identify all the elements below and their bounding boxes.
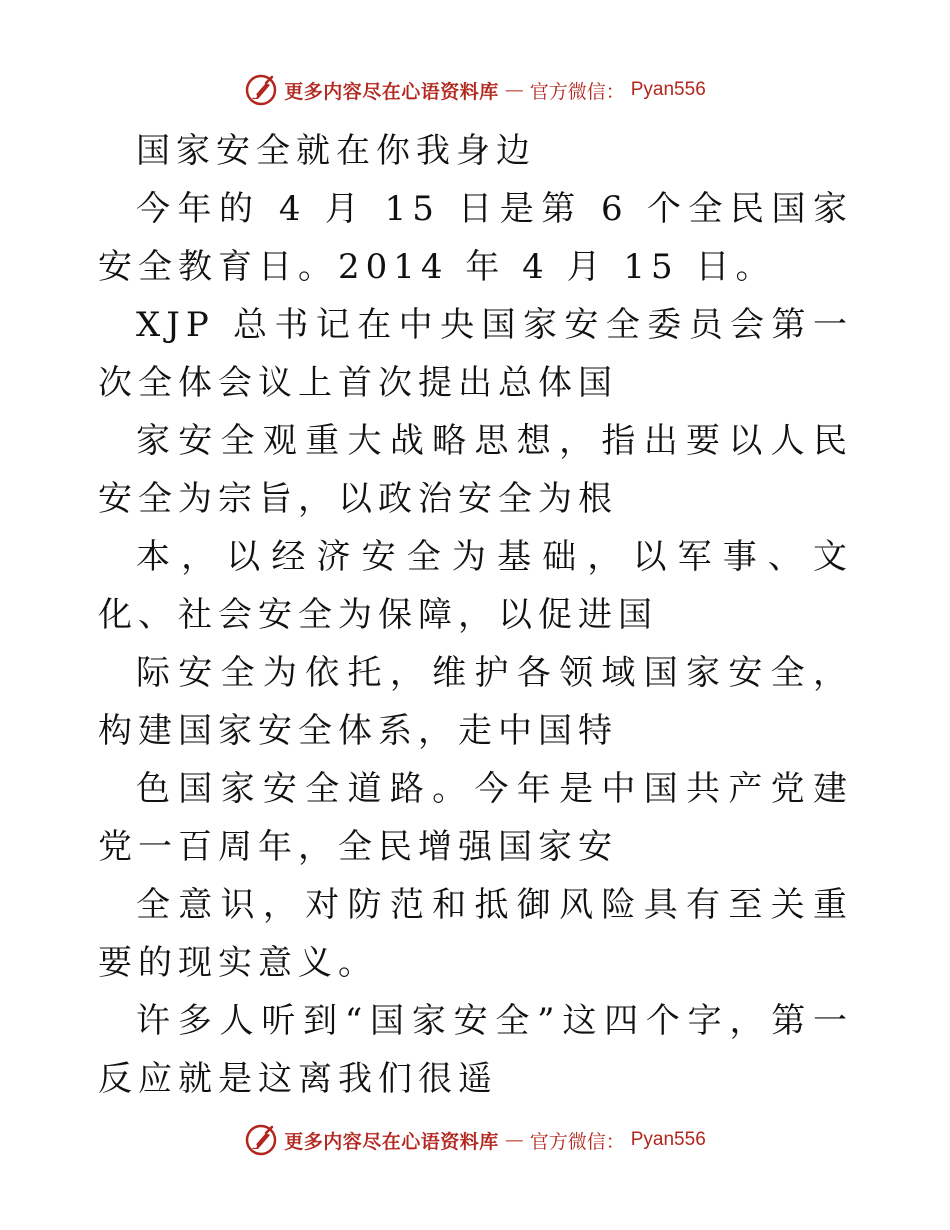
paragraph: 本，以经济安全为基础，以军事、文化、社会安全为保障，以促进国	[98, 537, 853, 635]
paragraph: 色国家安全道路。今年是中国共产党建党一百周年，全民增强国家安	[98, 769, 853, 867]
watermark-separator: —	[504, 1129, 524, 1151]
paragraph: XJP 总书记在中央国家安全委员会第一次全体会议上首次提出总体国	[98, 305, 853, 403]
quill-pen-logo-icon	[244, 73, 278, 107]
document-body	[98, 122, 853, 1108]
document-title: 国家安全就在你我身边	[136, 131, 536, 171]
paragraph: 家安全观重大战略思想，指出要以人民安全为宗旨，以政治安全为根	[98, 421, 853, 519]
footer-watermark	[0, 1120, 950, 1160]
quill-pen-logo-icon	[244, 1123, 278, 1157]
watermark-brand: 更多内容尽在心语资料库	[284, 1130, 499, 1153]
watermark-wechat-id: Pyan556	[630, 1129, 706, 1150]
watermark-wechat-id: Pyan556	[630, 79, 706, 100]
watermark-separator: —	[504, 79, 524, 101]
paragraph: 全意识，对防范和抵御风险具有至关重要的现实意义。	[98, 885, 853, 983]
paragraph: 今年的 4 月 15 日是第 6 个全民国家安全教育日。2014 年 4 月 15 日。	[98, 189, 853, 287]
paragraph: 际安全为依托，维护各领域国家安全，构建国家安全体系，走中国特	[98, 653, 853, 751]
watermark-wechat-label: 官方微信：	[529, 1130, 625, 1153]
watermark-brand: 更多内容尽在心语资料库	[284, 80, 499, 103]
header-watermark	[0, 70, 950, 110]
watermark-wechat-label: 官方微信：	[529, 80, 625, 103]
paragraph: 许多人听到“国家安全”这四个字，第一反应就是这离我们很遥	[98, 1001, 853, 1099]
